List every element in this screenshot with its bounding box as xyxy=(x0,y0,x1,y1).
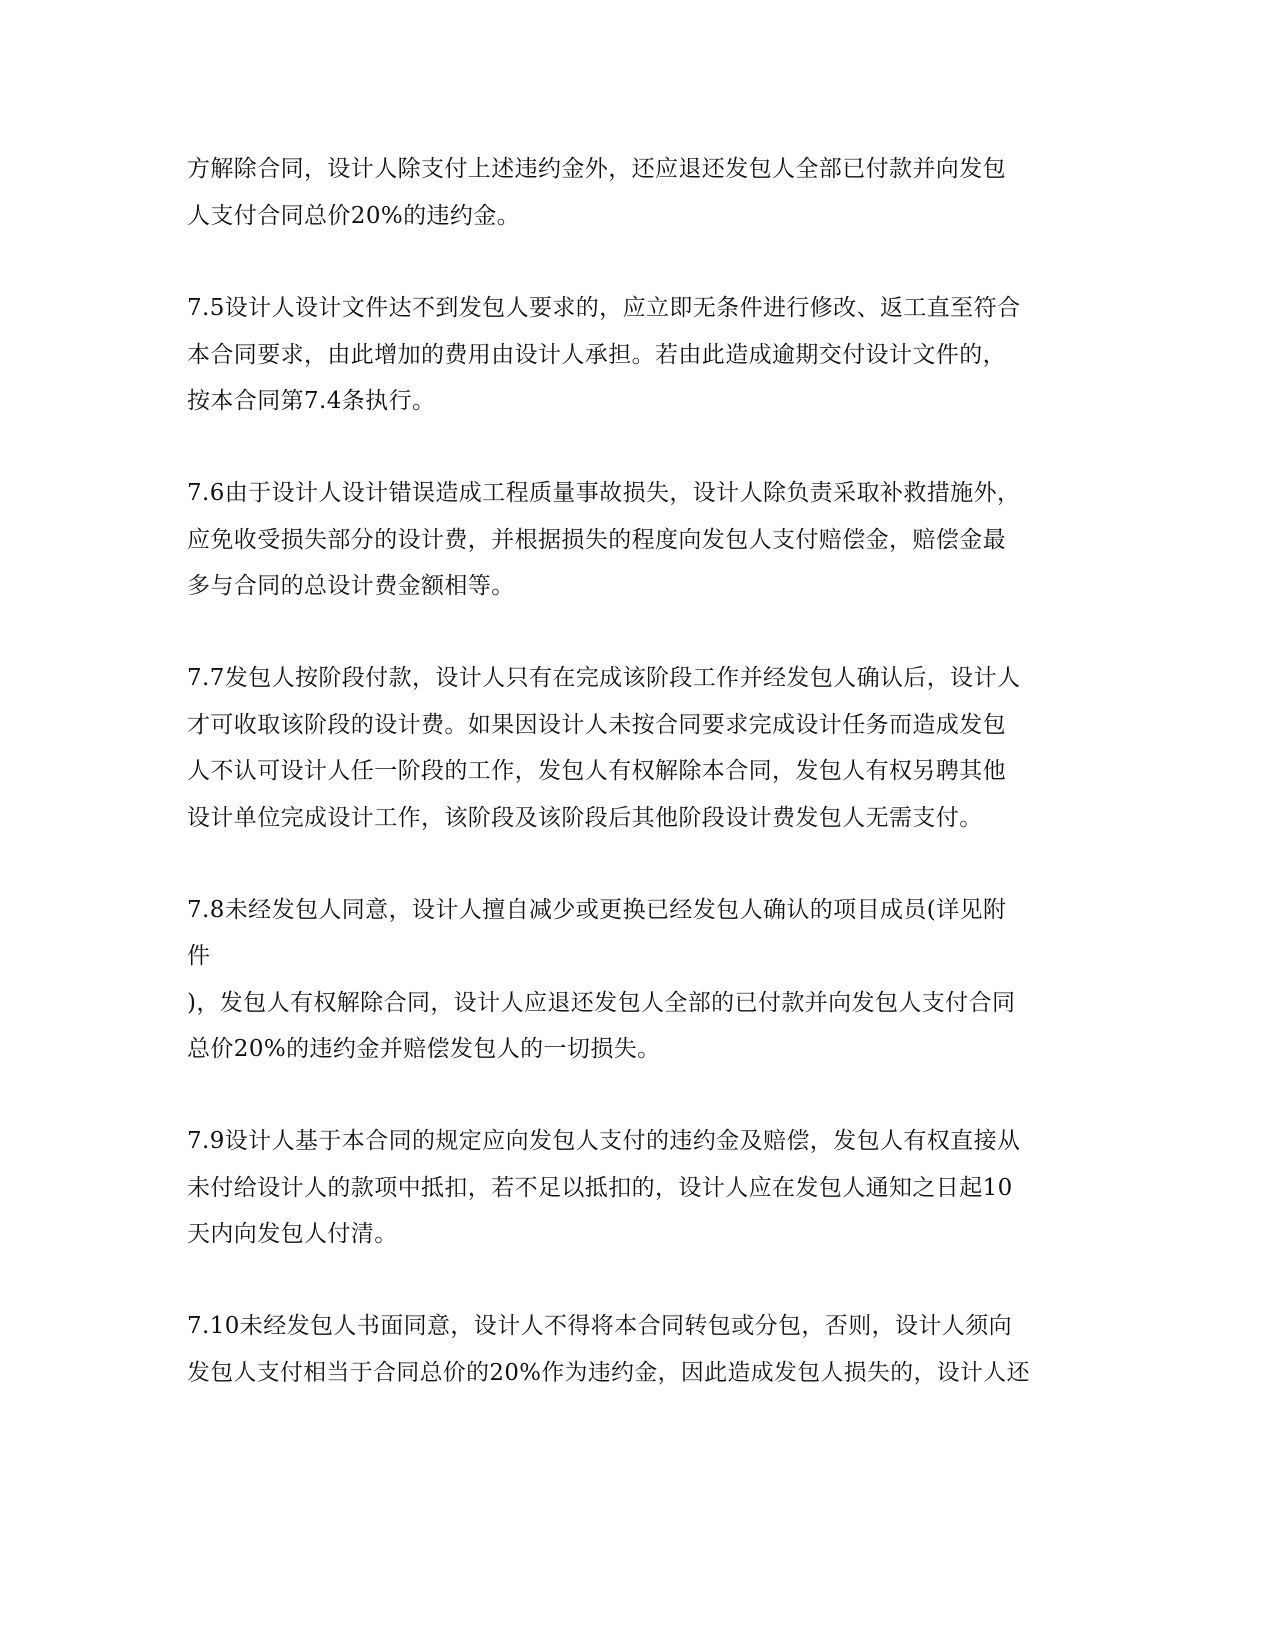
clause-7-9-line: 7.9设计人基于本合同的规定应向发包人支付的违约金及赔偿，发包人有权直接从 xyxy=(187,1128,1021,1154)
text-line: 才可收取该阶段的设计费。如果因设计人未按合同要求完成设计任务而造成发包 xyxy=(187,712,1006,738)
text-line: 人不认可设计人任一阶段的工作，发包人有权解除本合同，发包人有权另聘其他 xyxy=(187,758,1006,784)
text-line: 人支付合同总价20%的违约金。 xyxy=(187,203,521,229)
text-line: 设计单位完成设计工作，该阶段及该阶段后其他阶段设计费发包人无需支付。 xyxy=(187,805,983,831)
text-line: 件 xyxy=(187,943,211,969)
text-line: 多与合同的总设计费金额相等。 xyxy=(187,573,515,599)
text-line: 未付给设计人的款项中抵扣，若不足以抵扣的，设计人应在发包人通知之日起10 xyxy=(187,1175,1013,1201)
clause-7-8-line: 7.8未经发包人同意，设计人擅自减少或更换已经发包人确认的项目成员(详见附 xyxy=(187,897,1007,923)
clause-7-5-line: 7.5设计人设计文件达不到发包人要求的，应立即无条件进行修改、返工直至符合 xyxy=(187,295,1021,321)
text-line: 应免收受损失部分的设计费，并根据损失的程度向发包人支付赔偿金，赔偿金最 xyxy=(187,527,1006,553)
text-line: 天内向发包人付清。 xyxy=(187,1221,398,1247)
text-line: 发包人支付相当于合同总价的20%作为违约金，因此造成发包人损失的，设计人还 xyxy=(187,1360,1030,1386)
clause-7-7-line: 7.7发包人按阶段付款，设计人只有在完成该阶段工作并经发包人确认后，设计人 xyxy=(187,665,1021,691)
clause-7-10-line: 7.10未经发包人书面同意，设计人不得将本合同转包或分包，否则，设计人须向 xyxy=(187,1313,1013,1339)
text-line: 方解除合同，设计人除支付上述违约金外，还应退还发包人全部已付款并向发包 xyxy=(187,156,1006,182)
text-line: )，发包人有权解除合同，设计人应退还发包人全部的已付款并向发包人支付合同 xyxy=(187,990,1016,1016)
clause-7-6-line: 7.6由于设计人设计错误造成工程质量事故损失，设计人除负责采取补救措施外， xyxy=(187,480,1021,506)
text-line: 总价20%的违约金并赔偿发包人的一切损失。 xyxy=(187,1036,661,1062)
text-line: 本合同要求，由此增加的费用由设计人承担。若由此造成逾期交付设计文件的， xyxy=(187,342,1006,368)
text-line: 按本合同第7.4条执行。 xyxy=(187,388,436,414)
